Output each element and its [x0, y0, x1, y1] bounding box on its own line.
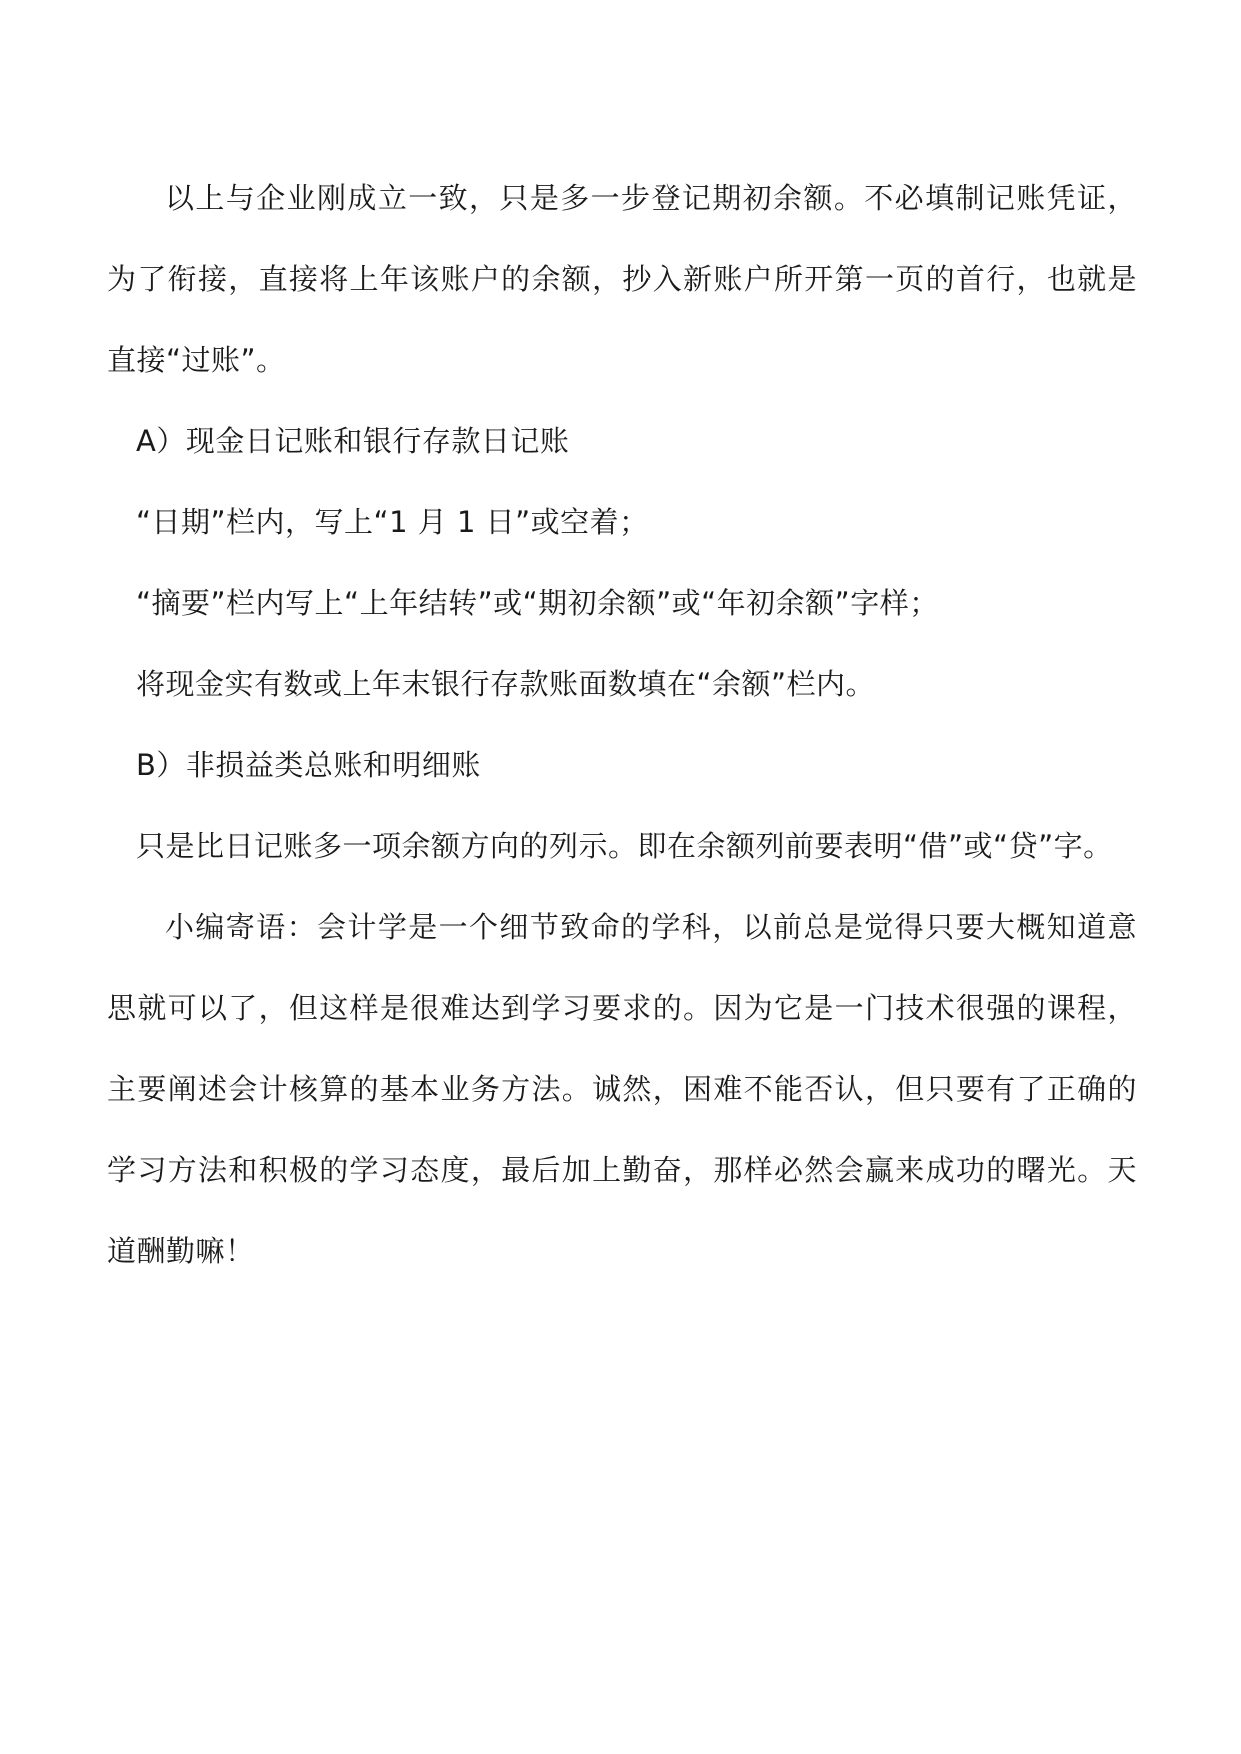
item-date-column: “日期”栏内，写上“1 月 1 日”或空着； [136, 505, 649, 539]
heading-cash-bank-journal: A）现金日记账和银行存款日记账 [136, 424, 570, 458]
item-summary-column: “摘要”栏内写上“上年结转”或“期初余额”或“年初余额”字样； [136, 586, 939, 620]
item-balance-direction: 只是比日记账多一项余额方向的列示。即在余额列前要表明“借”或“贷”字。 [136, 829, 1113, 863]
paragraph-editor-note: 小编寄语：会计学是一个细节致命的学科，以前总是觉得只要大概知道意思就可以了，但这样是很难达到学习要求的。因为它是一门技术很强的课程，主要阐述会计核算的基本业务方法。诚然，困难不能否认，但只要有了正确的学习方法和积极的学习态度，最后加上勤奋，那样必然会赢来成功的曙光。天道酬勤嘛！ [107, 910, 1137, 1268]
paragraph-opening-balance: 以上与企业刚成立一致，只是多一步登记期初余额。不必填制记账凭证，为了衔接，直接将上年该账户的余额，抄入新账户所开第一页的首行，也就是直接“过账”。 [107, 181, 1137, 377]
heading-non-pl-ledger: B）非损益类总账和明细账 [136, 748, 481, 782]
item-balance-column: 将现金实有数或上年末银行存款账面数填在“余额”栏内。 [136, 667, 876, 701]
document-body [107, 158, 1137, 1292]
